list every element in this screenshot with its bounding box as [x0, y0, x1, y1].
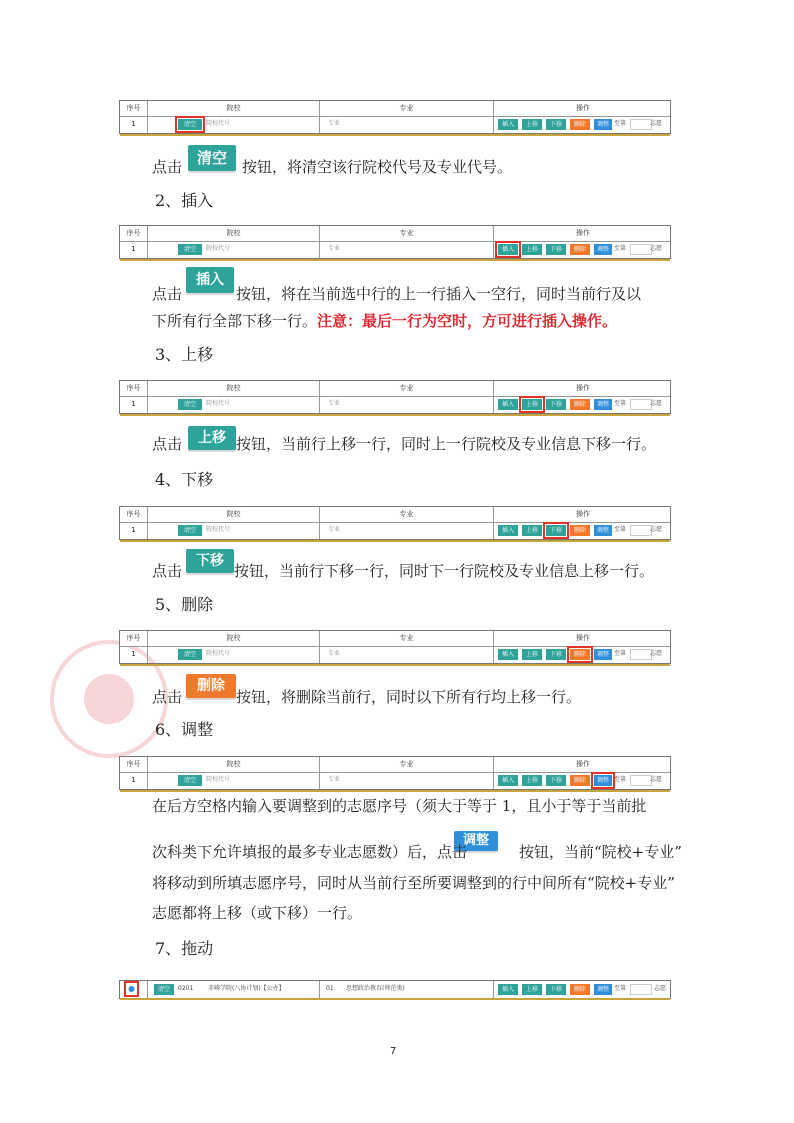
school-cell	[148, 116, 320, 133]
drag-major-code: 01	[326, 985, 334, 992]
down-button[interactable]: 下移	[546, 119, 566, 130]
section3-heading: 3、上移	[155, 345, 214, 364]
section5-text: 点击 按钮，将删除当前行，同时以下所有行均上移一行。	[152, 688, 582, 706]
table-header	[120, 226, 670, 242]
adjust-input[interactable]	[630, 984, 652, 995]
major-cell	[320, 646, 494, 663]
section7-heading: 7、拖动	[155, 939, 214, 958]
insert-button-illustration: 插入	[186, 267, 234, 293]
wish-label: 志愿	[650, 650, 663, 657]
major-code-input[interactable]: 专业	[328, 120, 341, 127]
header-cell: 院校	[148, 101, 320, 116]
adjust-button[interactable]: 调整	[594, 244, 612, 255]
school-code-input[interactable]: 院校代号	[206, 776, 231, 783]
header-cell: 序号	[120, 101, 148, 116]
section6-line4: 志愿都将上移（或下移）一行。	[152, 904, 363, 922]
adjust-input[interactable]	[630, 775, 652, 786]
major-cell	[320, 522, 494, 539]
insert-button[interactable]: 插入	[498, 984, 518, 995]
adjust-button[interactable]: 调整	[594, 775, 612, 786]
adjust-button[interactable]: 调整	[594, 649, 612, 660]
major-cell	[320, 396, 494, 413]
header-cell: 专业	[320, 631, 494, 646]
demo-table-drag	[119, 980, 671, 999]
school-cell	[148, 241, 320, 258]
zhi-label: 至第	[614, 526, 627, 533]
up-button-illustration: 上移	[188, 426, 236, 450]
table-header	[120, 381, 670, 397]
ops-cell	[494, 646, 672, 663]
wish-label: 志愿	[650, 245, 663, 252]
header-cell: 专业	[320, 507, 494, 522]
major-code-input[interactable]: 专业	[328, 526, 341, 533]
section4-text: 点击 按钮，当前行下移一行，同时下一行院校及专业信息上移一行。	[152, 562, 655, 580]
row-number: 1	[120, 772, 148, 789]
up-button[interactable]: 上移	[522, 984, 542, 995]
down-button[interactable]: 下移	[546, 244, 566, 255]
section6-line2: 次科类下允许填报的最多专业志愿数）后，点击 按钮，当前“院校+专业”	[152, 843, 682, 861]
section2-line1: 点击 按钮，将在当前选中行的上一行插入一空行，同时当前行及以	[152, 285, 642, 303]
header-cell: 操作	[576, 760, 590, 768]
delete-button[interactable]: 删除	[570, 984, 590, 995]
adjust-button[interactable]: 调整	[594, 525, 612, 536]
adjust-input[interactable]	[630, 244, 652, 255]
adjust-button-illustration: 调整	[454, 831, 498, 851]
row-number: 1	[120, 116, 148, 133]
drag-ops-cell	[494, 981, 672, 998]
school-code-input[interactable]: 院校代号	[206, 120, 231, 127]
school-cell	[148, 772, 320, 789]
up-button[interactable]: 上移	[522, 244, 542, 255]
demo-table-down	[119, 506, 671, 540]
major-code-input[interactable]: 专业	[328, 400, 341, 407]
insert-button[interactable]: 插入	[498, 775, 518, 786]
major-cell	[320, 772, 494, 789]
zhi-label: 至第	[614, 985, 627, 992]
header-cell: 院校	[148, 507, 320, 522]
ops-cell	[494, 116, 672, 133]
header-cell: 操作	[576, 634, 590, 642]
major-code-input[interactable]: 专业	[328, 245, 341, 252]
insert-button[interactable]: 插入	[498, 525, 518, 536]
section1-text: 点击 按钮，将清空该行院校代号及专业代号。	[152, 158, 513, 176]
clear-button[interactable]: 清空	[178, 119, 202, 130]
drag-handle-icon[interactable]	[127, 984, 136, 994]
demo-table-up	[119, 380, 671, 414]
clear-button[interactable]: 清空	[178, 244, 202, 255]
school-code-input[interactable]: 院校代号	[206, 400, 231, 407]
header-cell: 院校	[148, 381, 320, 396]
down-button[interactable]: 下移	[546, 399, 566, 410]
wish-label: 志愿	[650, 400, 663, 407]
school-cell	[148, 646, 320, 663]
school-cell	[148, 396, 320, 413]
table-row	[120, 772, 670, 789]
down-button[interactable]: 下移	[546, 525, 566, 536]
section2-note: 注意：最后一行为空时，方可进行插入操作。	[317, 312, 618, 330]
table-header	[120, 631, 670, 647]
row-number: 1	[120, 646, 148, 663]
table-row	[120, 522, 670, 539]
clear-button[interactable]: 清空	[178, 525, 202, 536]
header-cell: 操作	[576, 104, 590, 112]
demo-table-clear	[119, 100, 671, 134]
zhi-label: 至第	[614, 776, 627, 783]
header-cell: 专业	[320, 101, 494, 116]
drag-school-cell	[148, 981, 320, 998]
section3-text: 点击 按钮，当前行上移一行，同时上一行院校及专业信息下移一行。	[152, 435, 657, 453]
adjust-input[interactable]	[630, 649, 652, 660]
wish-label: 志愿	[654, 985, 667, 992]
adjust-button[interactable]: 调整	[594, 984, 612, 995]
insert-button[interactable]: 插入	[498, 244, 518, 255]
demo-table-adjust	[119, 756, 671, 790]
clear-button-illustration: 清空	[188, 145, 236, 171]
ops-cell	[494, 772, 672, 789]
section2-heading: 2、插入	[155, 191, 214, 210]
row-number: 1	[120, 241, 148, 258]
delete-button[interactable]: 删除	[570, 399, 590, 410]
delete-button[interactable]: 删除	[570, 649, 590, 660]
wish-label: 志愿	[650, 120, 663, 127]
header-cell: 专业	[320, 226, 494, 241]
up-button[interactable]: 上移	[522, 525, 542, 536]
table-header	[120, 757, 670, 773]
header-cell: 序号	[120, 381, 148, 396]
clear-button[interactable]: 清空	[178, 649, 202, 660]
drag-school-name: 赤峰学院(八协计划)【公办】	[208, 985, 285, 992]
delete-button[interactable]: 删除	[570, 119, 590, 130]
table-row	[120, 396, 670, 413]
up-button[interactable]: 上移	[522, 649, 542, 660]
header-cell: 操作	[576, 510, 590, 518]
table-row	[120, 646, 670, 663]
table-row	[120, 241, 670, 258]
up-button[interactable]: 上移	[522, 399, 542, 410]
section2-line2: 下所有行全部下移一行。注意：最后一行为空时，方可进行插入操作。	[152, 312, 618, 330]
zhi-label: 至第	[614, 245, 627, 252]
clear-button[interactable]: 清空	[154, 984, 174, 995]
table-header	[120, 507, 670, 523]
adjust-input[interactable]	[630, 525, 652, 536]
section4-heading: 4、下移	[155, 470, 214, 489]
major-cell	[320, 116, 494, 133]
wish-label: 志愿	[650, 776, 663, 783]
drag-major-name: 思想政治教育(师范类)	[346, 985, 405, 992]
adjust-button[interactable]: 调整	[594, 119, 612, 130]
major-cell	[320, 241, 494, 258]
insert-button[interactable]: 插入	[498, 399, 518, 410]
drag-handle-cell	[120, 981, 148, 998]
section6-line1: 在后方空格内输入要调整到的志愿序号（须大于等于 1，且小于等于当前批	[152, 797, 647, 815]
school-code-input[interactable]: 院校代号	[206, 526, 231, 533]
section6-heading: 6、调整	[155, 720, 214, 739]
major-code-input[interactable]: 专业	[328, 776, 341, 783]
header-cell: 序号	[120, 226, 148, 241]
down-button[interactable]: 下移	[546, 649, 566, 660]
header-cell: 院校	[148, 631, 320, 646]
delete-button[interactable]: 删除	[570, 775, 590, 786]
insert-button[interactable]: 插入	[498, 649, 518, 660]
header-cell: 操作	[576, 384, 590, 392]
school-cell	[148, 522, 320, 539]
major-code-input[interactable]: 专业	[328, 650, 341, 657]
adjust-input[interactable]	[630, 119, 652, 130]
header-cell: 专业	[320, 381, 494, 396]
zhi-label: 至第	[614, 400, 627, 407]
ops-cell	[494, 241, 672, 258]
ops-cell	[494, 522, 672, 539]
header-cell: 专业	[320, 757, 494, 772]
delete-button-illustration: 删除	[186, 674, 236, 698]
page-number: 7	[390, 1046, 397, 1057]
zhi-label: 至第	[614, 650, 627, 657]
clear-button[interactable]: 清空	[178, 775, 202, 786]
table-header	[120, 101, 670, 117]
row-number: 1	[120, 522, 148, 539]
header-cell: 操作	[576, 229, 590, 237]
school-code-input[interactable]: 院校代号	[206, 245, 231, 252]
header-cell: 序号	[120, 631, 148, 646]
down-button[interactable]: 下移	[546, 775, 566, 786]
section6-line3: 将移动到所填志愿序号，同时从当前行至所要调整到的行中间所有“院校+专业”	[152, 874, 675, 892]
delete-button[interactable]: 删除	[570, 244, 590, 255]
header-cell: 院校	[148, 757, 320, 772]
row-number: 1	[120, 396, 148, 413]
adjust-input[interactable]	[630, 399, 652, 410]
header-cell: 序号	[120, 507, 148, 522]
school-code-input[interactable]: 院校代号	[206, 650, 231, 657]
drag-major-cell	[320, 981, 494, 998]
zhi-label: 至第	[614, 120, 627, 127]
up-button[interactable]: 上移	[522, 119, 542, 130]
demo-table-insert	[119, 225, 671, 259]
insert-button[interactable]: 插入	[498, 119, 518, 130]
ops-cell	[494, 396, 672, 413]
down-button[interactable]: 下移	[546, 984, 566, 995]
down-button-illustration: 下移	[186, 549, 234, 573]
clear-button[interactable]: 清空	[178, 399, 202, 410]
table-row	[120, 116, 670, 133]
section5-heading: 5、删除	[155, 595, 214, 614]
header-cell: 院校	[148, 226, 320, 241]
demo-table-delete	[119, 630, 671, 664]
up-button[interactable]: 上移	[522, 775, 542, 786]
adjust-button[interactable]: 调整	[594, 399, 612, 410]
header-cell: 序号	[120, 757, 148, 772]
delete-button[interactable]: 删除	[570, 525, 590, 536]
drag-school-code: 0201	[178, 985, 194, 992]
wish-label: 志愿	[650, 526, 663, 533]
